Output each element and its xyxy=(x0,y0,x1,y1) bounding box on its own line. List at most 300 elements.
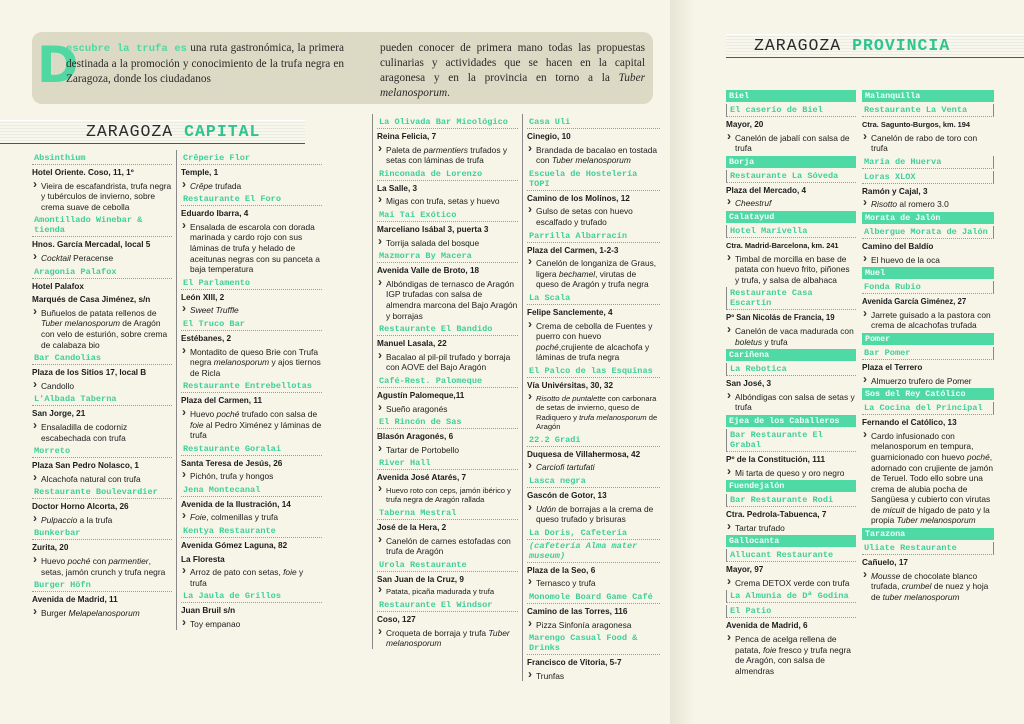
dish-text: , setas, jamón crunch y trufa negra xyxy=(41,556,166,577)
address: Plaza del Carmen, 1-2-3 xyxy=(527,245,619,255)
listing xyxy=(527,116,660,166)
dish-text: Huevo xyxy=(41,556,68,567)
dish-text: fresco y trufa negra de Aragón, con salsa de almendras xyxy=(735,644,851,676)
listing xyxy=(32,352,172,391)
capital-column-3 xyxy=(372,114,518,649)
dish-text-em: Sweet Truffle xyxy=(190,305,239,316)
dish-text: Brandada de bacalao en tostada con xyxy=(536,144,658,166)
dish xyxy=(527,206,660,227)
restaurant-name: La Cocina del Principal xyxy=(862,402,994,415)
listing xyxy=(32,486,172,525)
dish-text: Albóndigas con salsa de setas y trufa xyxy=(735,391,855,413)
dish-text-em: Tuber melanosporum xyxy=(551,155,631,166)
dish xyxy=(527,394,660,432)
dish-text: con xyxy=(90,556,109,567)
restaurant-name: El Rincón de Sas xyxy=(377,416,518,429)
restaurant-name: Hotel Marivella xyxy=(726,225,856,238)
dish xyxy=(726,392,856,413)
dish-text-em: Foie xyxy=(190,512,207,523)
dish-text-em: melanosporum xyxy=(213,357,270,368)
dish-text: de Aragón con velo de esturión, sobre crema de calabaza bio xyxy=(41,318,168,350)
dish-text: de hígado de pato y la propia xyxy=(871,504,990,526)
restaurant-name: Restaurante El Foro xyxy=(181,193,322,206)
address: José de la Hera, 2 xyxy=(377,523,447,533)
dish xyxy=(862,571,994,603)
dish-text: Pichón, trufa y hongos xyxy=(190,471,274,482)
address: Avenida José Atarés, 7 xyxy=(377,473,467,483)
listing xyxy=(181,277,322,316)
restaurant-name: Rinconada de Lorenzo xyxy=(377,168,518,181)
address: Santa Teresa de Jesús, 26 xyxy=(181,458,283,468)
listing xyxy=(527,230,660,290)
dish-text: Tartar trufado xyxy=(735,522,785,533)
town-bar: Pomer xyxy=(862,333,994,345)
dish-text: Canelón de rabo de toro con trufa xyxy=(871,132,978,154)
dish xyxy=(862,199,994,210)
restaurant-name: Restaurante La Venta xyxy=(862,104,994,117)
dish-text-em: Risotto xyxy=(871,199,898,210)
listing xyxy=(377,116,518,166)
address: San José, 3 xyxy=(726,379,772,389)
dish-text-em: Cheestruf xyxy=(735,198,772,209)
address: Ctra. Pedrola-Tabuenca, 7 xyxy=(726,510,827,520)
listing xyxy=(377,323,518,373)
town-bar: Morata de Jalón xyxy=(862,212,994,224)
dish-text: Arroz de pato con setas, xyxy=(190,567,284,578)
restaurant-name: Restaurante El Windsor xyxy=(377,599,518,612)
dish-text: de chocolate blanco trufada, xyxy=(871,570,978,592)
restaurant-name: El Patio xyxy=(726,605,856,618)
listing xyxy=(527,475,660,525)
address: Marqués de Casa Jiménez, s/n xyxy=(32,295,151,305)
dish-text: Jarrete guisado a la pastora con crema de alcachofas trufada xyxy=(871,309,991,331)
town-bar: Ejea de los Caballeros xyxy=(726,415,856,427)
restaurant-name: Fonda Rubio xyxy=(862,281,994,294)
title-word-1: ZARAGOZA xyxy=(86,122,174,141)
address: Fernando el Católico, 13 xyxy=(862,418,957,428)
listing xyxy=(527,434,660,473)
dish-text: al romero 3.0 xyxy=(897,199,949,210)
dish-text-em: parmentiers xyxy=(423,144,468,155)
address: Estébanes, 2 xyxy=(181,333,232,343)
address: Avenida García Giménez, 27 xyxy=(862,297,967,307)
dish xyxy=(862,133,994,154)
restaurant-name: 22.2 Gradi xyxy=(527,434,660,447)
address: Avenida de Madrid, 6 xyxy=(726,621,808,631)
town-bar: Biel xyxy=(726,90,856,102)
address: León XIII, 2 xyxy=(181,292,225,302)
listing xyxy=(181,193,322,275)
dish xyxy=(527,145,660,166)
town-bar: Sos del Rey Católico xyxy=(862,388,994,400)
dish xyxy=(32,608,172,619)
restaurant-name: La Jaula de Grillos xyxy=(181,590,322,603)
dish-text-em: Tuber melanosporum xyxy=(386,627,510,649)
dish xyxy=(377,404,518,415)
dish xyxy=(32,308,172,350)
address: Plaza del Mercado, 4 xyxy=(726,185,807,195)
restaurant-name: La Olivada Bar Micológico xyxy=(377,116,518,129)
town-bar: Cariñena xyxy=(726,349,856,361)
dish xyxy=(726,578,856,589)
dish-text: El huevo de la oca xyxy=(871,254,940,265)
intro-box xyxy=(32,32,653,104)
dish xyxy=(377,238,518,249)
address: Zurita, 20 xyxy=(32,543,69,553)
dish-text: Torrija salada del bosque xyxy=(386,237,480,248)
dish xyxy=(32,556,172,577)
dish-text: trufados y setas con láminas de trufa xyxy=(386,144,508,166)
address: Plaza de la Seo, 6 xyxy=(527,565,596,575)
dish xyxy=(726,634,856,676)
address: Ctra. Sagunto-Burgos, km. 194 xyxy=(862,120,971,129)
listing xyxy=(527,168,660,228)
address: Avenida Gómez Laguna, 82 xyxy=(181,541,288,551)
listing xyxy=(181,152,322,191)
dish-text: con carbonara de setas de invierno, queso de Radiquero y xyxy=(536,393,657,422)
dish xyxy=(32,253,172,264)
restaurant-name: Casa Uli xyxy=(527,116,660,129)
dish xyxy=(32,474,172,485)
restaurant-name: Crêperie Flor xyxy=(181,152,322,165)
dish-text: y trufa xyxy=(190,567,304,588)
dish-text: Peracense xyxy=(70,252,114,263)
address: Camino de las Torres, 116 xyxy=(527,607,628,617)
intro-text-left: una ruta gastronómica, la primera destinada a la promoción y conocimiento de la trufa negra en Zaragoza, donde los ciudadanos xyxy=(66,42,345,85)
listing xyxy=(181,380,322,440)
address: Hnos. García Mercadal, local 5 xyxy=(32,240,151,250)
dish-text: Crema DETOX verde con trufa xyxy=(735,577,850,588)
dish-text: Pizza Sinfonía aragonesa xyxy=(536,619,632,630)
address: Ctra. Madrid-Barcelona, km. 241 xyxy=(726,240,839,250)
dish-text: Migas con trufa, setas y huevo xyxy=(386,196,500,207)
listing xyxy=(377,599,518,649)
listing xyxy=(527,632,660,681)
address: Eduardo Ibarra, 4 xyxy=(181,209,249,219)
dish xyxy=(181,181,322,192)
page-gutter xyxy=(670,0,695,724)
restaurant-name: Absinthium xyxy=(32,152,172,165)
dish-text-em: Risotto de puntalette xyxy=(536,393,606,403)
dish xyxy=(181,567,322,588)
address: La Salle, 3 xyxy=(377,183,418,193)
dish-text-em: poché xyxy=(536,341,559,352)
restaurant-name: Restaurante La Sóveda xyxy=(726,170,856,183)
title-word-2: CAPITAL xyxy=(184,122,261,141)
address: Cañuelo, 17 xyxy=(862,558,908,568)
dish-text: Albóndigas de ternasco de Aragón IGP trufadas con salsa de almendra marcona del Bajo Aragón y borrajas xyxy=(386,278,518,321)
dish-text-em: Crêpe xyxy=(190,180,213,191)
restaurant-name: Bar Candolias xyxy=(32,352,172,365)
restaurant-name: Jena Montecanal xyxy=(181,484,322,497)
address: Duquesa de Villahermosa, 42 xyxy=(527,449,641,459)
dish-text: Croqueta de borraja y trufa xyxy=(386,627,489,638)
listing xyxy=(527,365,660,432)
intro-lead: escubre la trufa es xyxy=(66,43,187,55)
restaurant-name: La Scala xyxy=(527,292,660,305)
dish-text: Mi tarta de queso y oro negro xyxy=(735,467,845,478)
dish-text-em: micuit xyxy=(882,504,905,515)
restaurant-name: Bunkerbar xyxy=(32,527,172,540)
dish xyxy=(862,310,994,331)
address: San Jorge, 21 xyxy=(32,409,86,419)
restaurant-name: Marengo Casual Food & Drinks xyxy=(527,632,660,655)
dish xyxy=(377,196,518,207)
restaurant-name: Escuela de Hostelería TOPI xyxy=(527,168,660,191)
dish-text: Patata, picaña madurada y trufa xyxy=(386,587,495,597)
dish-text-em: Tuber melanosporum xyxy=(896,515,976,526)
town-bar: Gallocanta xyxy=(726,535,856,547)
dish xyxy=(377,145,518,166)
dish-text: de Aragón xyxy=(536,412,658,432)
dish-text-em: foie xyxy=(762,644,777,655)
intro-column-left xyxy=(66,41,344,87)
address: Ramón y Cajal, 3 xyxy=(862,186,928,196)
dish xyxy=(527,462,660,473)
address: Blasón Aragonés, 6 xyxy=(377,432,454,442)
restaurant-name: La Rebotica xyxy=(726,363,856,376)
dish-text: de borrajas a la crema de queso trufado y brisuras xyxy=(536,503,654,525)
address: Plaza San Pedro Nolasco, 1 xyxy=(32,461,139,471)
dish-text: Trunfas xyxy=(536,670,565,681)
address: Juan Bruil s/n xyxy=(181,606,236,616)
listing xyxy=(181,525,322,588)
provincia-column-1 xyxy=(726,88,856,676)
title-word-2: PROVINCIA xyxy=(852,36,951,55)
restaurant-name: Bar Pomer xyxy=(862,347,994,360)
dish-text: Timbal de morcilla en base de patata con huevo frito, piñones y trufa, y salsa de albahaca xyxy=(735,253,850,285)
dish-text: , virutas de queso de Aragón y trufa negra xyxy=(536,268,649,290)
restaurant-name: El Palco de las Esquinas xyxy=(527,365,660,378)
dish-text-em: poché xyxy=(216,408,240,419)
dish xyxy=(32,181,172,213)
dish xyxy=(377,352,518,373)
restaurant-name: Mazmorra By Macera xyxy=(377,250,518,263)
address: Plaza de los Sitios 17, local B xyxy=(32,368,147,378)
address: Plaza el Terrero xyxy=(862,362,923,372)
dish-text-em: trufa melanosporum xyxy=(579,412,647,422)
dish xyxy=(726,326,856,347)
address: Doctor Horno Alcorta, 26 xyxy=(32,502,129,512)
dish-text-em: tuber melanosporum xyxy=(882,591,960,602)
dish-text-em: Pulpaccio xyxy=(41,514,78,525)
dish xyxy=(377,445,518,456)
restaurant-name: Lasca negra xyxy=(527,475,660,488)
address: Mayor, 97 xyxy=(726,565,764,575)
dish xyxy=(32,422,172,443)
dish xyxy=(726,523,856,534)
dish xyxy=(181,619,322,630)
dish xyxy=(181,409,322,441)
restaurant-name: Allucant Restaurante xyxy=(726,549,856,562)
dish-text: trufado con salsa de xyxy=(239,408,318,419)
dish-text: Canelón de jabalí con salsa de trufa xyxy=(735,132,850,154)
dish xyxy=(862,376,994,387)
dish-text: Crema de cebolla de Fuentes y puerro con huevo xyxy=(536,320,653,342)
restaurant-name: Urola Restaurante xyxy=(377,559,518,572)
listing xyxy=(181,443,322,482)
address: Hotel Palafox xyxy=(32,281,84,291)
dish-text-em: boletus xyxy=(735,336,763,347)
dish-text: Sueño aragonés xyxy=(386,403,448,414)
address: Camino de los Molinos, 12 xyxy=(527,193,630,203)
address: Avenida de la Ilustración, 14 xyxy=(181,499,291,509)
dish-text: Burger xyxy=(41,607,69,618)
dish xyxy=(527,671,660,682)
dish-text-em: poché xyxy=(966,451,990,462)
dish xyxy=(377,628,518,649)
dish xyxy=(377,536,518,557)
restaurant-name: Loras XLOX xyxy=(862,171,994,184)
dish-text-em: Tuber melanosporum xyxy=(41,318,120,329)
dish-text-em: bechamel xyxy=(558,268,596,279)
dish-text: Buñuelos de patata rellenos de xyxy=(41,307,157,318)
address: Temple, 1 xyxy=(181,168,219,177)
listing xyxy=(377,559,518,597)
dish-text: ,crujiente de alcachofa y láminas de trufa negra xyxy=(536,341,650,363)
restaurant-name: Café-Rest. Palomeque xyxy=(377,375,518,388)
listing xyxy=(181,590,322,629)
address: Coso, 127 xyxy=(377,615,416,625)
dish xyxy=(862,255,994,266)
dish xyxy=(377,279,518,321)
address: Pº San Nicolás de Francia, 19 xyxy=(726,313,835,323)
town-bar: Tarazona xyxy=(862,528,994,540)
restaurant-name: El Truco Bar xyxy=(181,318,322,331)
restaurant-name: Uliate Restaurante xyxy=(862,542,994,555)
restaurant-name: Restaurante Boulevardier xyxy=(32,486,172,499)
dish-text-em: Cocktail xyxy=(41,252,71,263)
address: Avenida de Madrid, 11 xyxy=(32,595,118,605)
listing xyxy=(527,292,660,363)
dish xyxy=(726,254,856,286)
title-word-1: ZARAGOZA xyxy=(754,36,842,55)
dish-text: , colmenillas y trufa xyxy=(206,512,278,523)
listing xyxy=(377,457,518,505)
restaurant-name: L'Albada Taberna xyxy=(32,393,172,406)
restaurant-name: Bar Restaurante El Grabal xyxy=(726,429,856,452)
dish-text: Canelón de longaniza de Graus, ligera xyxy=(536,258,657,279)
town-bar: Calatayud xyxy=(726,211,856,223)
dish xyxy=(527,258,660,290)
dish xyxy=(527,321,660,363)
town-name: La Almunia de Dª Godina xyxy=(726,590,856,603)
dish-text: trufada xyxy=(212,180,242,191)
restaurant-name: Restaurante Goralai xyxy=(181,443,322,456)
town-bar: Borja xyxy=(726,156,856,168)
address: Reina Felicia, 7 xyxy=(377,132,437,141)
restaurant-name: Restaurante Casa Escartín xyxy=(726,287,856,310)
restaurant-name: Amontillado Winebar & tienda xyxy=(32,214,172,237)
dish-text-em: foie xyxy=(283,567,297,578)
dish-text: Huevo roto con ceps, jamón ibérico y trufa negra de Aragón rallada xyxy=(386,485,511,505)
dish-text: y ajos tiernos de Ricla xyxy=(190,357,321,378)
dish-text: Penca de acelga rellena de patata, xyxy=(735,634,837,655)
dish xyxy=(726,198,856,209)
address: Camino del Baldío xyxy=(862,241,934,251)
address: Mayor, 20 xyxy=(726,120,764,129)
capital-column-4 xyxy=(522,114,660,681)
intro-text-right: pueden conocer de primera mano todas las propuestas culinarias y actividades que se hacen en la capital aragonesa y en la provincia en torno a la xyxy=(380,42,645,84)
dish-text: Tartar de Portobello xyxy=(386,444,460,455)
dish xyxy=(726,468,856,479)
restaurant-name: Albergue Morata de Jalón xyxy=(862,226,994,239)
listing xyxy=(377,250,518,321)
dish-text: , adornado con crujiente de jamón de Teruel. Todo ello sobre una crema de alubia pocha de Sangüesa y cubierto con virutas de xyxy=(871,451,993,515)
dish-text: Canelón de vaca madurada con xyxy=(735,325,854,336)
restaurant-name: El Parlamento xyxy=(181,277,322,290)
dish xyxy=(527,504,660,525)
dish xyxy=(181,471,322,482)
address: Manuel Lasala, 22 xyxy=(377,339,447,349)
restaurant-name: Mai Tai Exótico xyxy=(377,209,518,222)
restaurant-subtitle: (cafetería Alma mater museum) xyxy=(527,540,660,563)
listing xyxy=(377,416,518,455)
restaurant-name: River Hall xyxy=(377,457,518,470)
listing xyxy=(527,527,660,589)
address: Agustín Palomeque,11 xyxy=(377,390,465,400)
listing xyxy=(32,214,172,263)
listing xyxy=(32,527,172,577)
intro-dropcap: D xyxy=(37,36,79,94)
restaurant-name: Taberna Mestral xyxy=(377,507,518,520)
dish-text: Ensalada de escarola con dorada marinada y cardo rojo con sus láminas de trufa y helado de aceitunas negras con su panceta a baja temperatura xyxy=(190,221,320,275)
address: Felipe Sanclemente, 4 xyxy=(527,307,613,317)
dish-text: Toy empanao xyxy=(190,619,241,630)
dish xyxy=(181,222,322,275)
dish-text-em: Melapelanosporum xyxy=(68,607,140,618)
address: Cinegio, 10 xyxy=(527,132,571,141)
dish-text-em: foie xyxy=(190,419,204,430)
restaurant-name: Kentya Restaurante xyxy=(181,525,322,538)
listing xyxy=(377,168,518,207)
dish xyxy=(527,578,660,589)
restaurant-name: Aragonia Palafox xyxy=(32,266,172,279)
dish xyxy=(32,381,172,392)
restaurant-name: Parrilla Albarracín xyxy=(527,230,660,243)
listing xyxy=(181,318,322,378)
address: Gascón de Gotor, 13 xyxy=(527,491,607,501)
section-title-provincia xyxy=(726,34,1024,58)
dish-text-em: Mousse xyxy=(871,570,901,581)
address: Pº de la Constitución, 111 xyxy=(726,454,825,464)
address: Vía Univérsitas, 30, 32 xyxy=(527,380,614,390)
dish-text-em: crumbel xyxy=(901,581,932,592)
dish-text: Almuerzo trufero de Pomer xyxy=(871,375,972,386)
address: Plaza del Carmen, 11 xyxy=(181,396,263,406)
dish-text: Canelón de carnes estofadas con trufa de Aragón xyxy=(386,535,511,557)
dish-text: y trufa xyxy=(762,336,788,347)
town-bar: Malanquilla xyxy=(862,90,994,102)
address: Avenida Valle de Broto, 18 xyxy=(377,266,480,276)
intro-text-right-em: Tuber melanosporum xyxy=(380,72,645,99)
listing xyxy=(377,507,518,557)
town-name: María de Huerva xyxy=(862,156,994,169)
dish xyxy=(862,431,994,526)
dish xyxy=(377,486,518,505)
restaurant-name: Monomole Board Game Café xyxy=(527,591,660,604)
dish-text: Ensaladilla de codorniz escabechada con trufa xyxy=(41,421,128,443)
section-title-capital xyxy=(0,120,305,144)
dish xyxy=(181,347,322,379)
restaurant-name: Restaurante Entrebellotas xyxy=(181,380,322,393)
restaurant-name: La Doris, Cafetería xyxy=(527,527,660,540)
address: Marceliano Isábal 3, puerta 3 xyxy=(377,224,489,234)
dish-text: Gulso de setas con huevo escalfado y trufado xyxy=(536,206,633,227)
capital-column-2 xyxy=(176,150,322,630)
dish xyxy=(181,305,322,316)
restaurant-name: Morreto xyxy=(32,445,172,458)
